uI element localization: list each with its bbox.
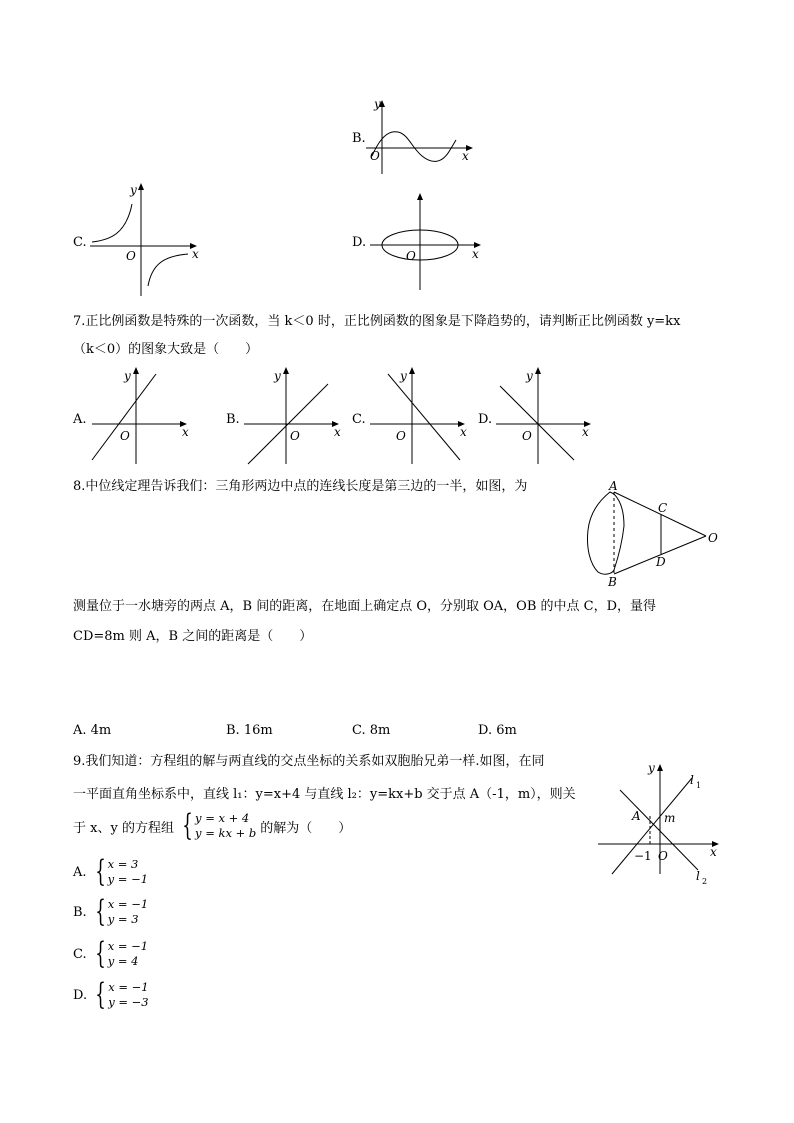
q6-option-c-label: C. xyxy=(73,235,87,250)
q7c-x: x xyxy=(460,425,467,439)
q7d-x: x xyxy=(582,425,589,439)
q7-option-b-graph xyxy=(240,364,350,466)
q9-system-eq1: y = x + 4 xyxy=(195,811,250,825)
q7a-o: O xyxy=(120,429,130,443)
q7a-x: x xyxy=(182,425,189,439)
q9-stem-line2: 一平面直角坐标系中，直线 l₁：y=x+4 与直线 l₂：y=kx+b 交于点 A（-1，m），则关 xyxy=(73,787,576,802)
q9-system-eq2: y = kx + b xyxy=(195,826,257,840)
q6b-x-label: x xyxy=(462,149,469,163)
q9-origin: O xyxy=(658,849,668,863)
q9-figure xyxy=(592,754,726,888)
q9-choice-a[interactable] xyxy=(73,854,149,889)
q8-choice-c[interactable]: C. 8m xyxy=(352,723,391,738)
q7-option-c-graph xyxy=(366,364,476,466)
q9-choice-c-brace: { xyxy=(94,936,106,971)
q9-l2-label: l xyxy=(696,869,700,883)
q8-stem-line3: CD=8m 则 A，B 之间的距离是（ ） xyxy=(73,629,313,644)
q9-a-label: A xyxy=(632,809,641,823)
q6-option-b-label: B. xyxy=(352,131,366,146)
q9-l2-sub: 2 xyxy=(702,877,708,886)
q9-choice-b-eq2: y = 3 xyxy=(107,912,139,926)
q9-choice-d-eq2: y = −3 xyxy=(108,995,149,1009)
q7a-y: y xyxy=(124,369,131,383)
q7c-y: y xyxy=(400,369,407,383)
q7b-x: x xyxy=(334,425,341,439)
q8-stem-line1: 8.中位线定理告诉我们：三角形两边中点的连线长度是第三边的一半，如图，为 xyxy=(73,479,528,494)
q6-option-c-graph xyxy=(86,180,206,298)
q6c-origin: O xyxy=(126,249,136,263)
q9-l1-sub: 1 xyxy=(696,781,702,790)
q9-choice-b-eq1: x = −1 xyxy=(107,897,149,911)
q9-choice-c-eq1: x = −1 xyxy=(107,939,149,953)
q8-figure xyxy=(578,478,728,588)
q9-m-label: m xyxy=(664,811,676,825)
q9-choice-a-eq2: y = −1 xyxy=(107,872,149,886)
q7-option-b-label: B. xyxy=(226,412,240,427)
q9-neg1-label: −1 xyxy=(634,849,652,863)
q8-choice-b[interactable]: B. 16m xyxy=(226,723,273,738)
q7d-o: O xyxy=(522,429,532,443)
q8-choice-a[interactable]: A. 4m xyxy=(73,723,112,738)
q7d-y: y xyxy=(526,369,533,383)
q9-choice-a-brace: { xyxy=(94,854,106,889)
q9-y-label: y xyxy=(648,761,655,775)
q9-choice-d[interactable] xyxy=(73,977,149,1012)
q9-choice-c[interactable] xyxy=(73,936,149,971)
q7-stem-line1: 7.正比例函数是特殊的一次函数，当 k＜0 时，正比例函数的图象是下降趋势的，请判断正比例函数 y=kx xyxy=(73,314,681,329)
q6d-x-label: x xyxy=(472,247,479,261)
q9-stem-line3 xyxy=(73,808,352,843)
q7-option-d-graph xyxy=(492,364,602,466)
q9-choice-d-brace: { xyxy=(95,977,106,1012)
q9-system xyxy=(178,808,257,843)
q8-stem-line2: 测量位于一水塘旁的两点 A，B 间的距离，在地面上确定点 O，分别取 OA，OB 的中点 C，D，量得 xyxy=(73,599,657,614)
q8-label-a: A xyxy=(609,479,618,493)
q8-label-c: C xyxy=(658,501,668,515)
q8-label-o: O xyxy=(708,531,718,545)
q9-choice-b[interactable] xyxy=(73,894,149,929)
q8-label-d: D xyxy=(656,555,666,569)
q9-choice-b-brace: { xyxy=(94,894,106,929)
q8-label-b: B xyxy=(608,575,617,588)
q9-stem-line3-pre: 于 x、y 的方程组 xyxy=(73,820,174,836)
q7-option-a-graph xyxy=(88,364,198,466)
q7-stem-line2: （k＜0）的图象大致是（ ） xyxy=(73,342,259,357)
q7-option-c-label: C. xyxy=(352,412,366,427)
q7c-o: O xyxy=(396,429,406,443)
q9-stem-line3-post: 的解为（ ） xyxy=(260,820,352,836)
q9-choice-d-label: D. xyxy=(73,987,88,1003)
q9-choice-c-eq2: y = 4 xyxy=(107,954,139,968)
q6d-origin: O xyxy=(406,249,416,263)
q7-option-a-label: A. xyxy=(73,412,87,427)
q6-option-b-graph xyxy=(360,98,480,178)
q9-choice-a-eq1: x = 3 xyxy=(107,857,139,871)
q8-choice-d[interactable]: D. 6m xyxy=(478,723,517,738)
q7-option-d-label: D. xyxy=(478,412,493,427)
q6-option-d-graph xyxy=(366,190,490,294)
q6-option-d-label: D. xyxy=(352,235,367,250)
q6c-x-label: x xyxy=(192,247,199,261)
q7b-y: y xyxy=(274,369,281,383)
q9-choice-b-label: B. xyxy=(73,904,87,920)
q9-stem-line1: 9.我们知道：方程组的解与两直线的交点坐标的关系如双胞胎兄弟一样.如图，在同 xyxy=(73,754,545,769)
q6b-origin: O xyxy=(370,149,380,163)
q9-system-brace: { xyxy=(182,808,193,843)
q7b-o: O xyxy=(290,429,300,443)
q9-x-label: x xyxy=(710,845,717,859)
q6c-y-label: y xyxy=(130,183,137,197)
q6b-y-label: y xyxy=(374,98,381,111)
q9-l1-label: l xyxy=(690,773,694,787)
q9-choice-d-eq1: x = −1 xyxy=(108,980,149,994)
q9-choice-a-label: A. xyxy=(73,864,87,880)
q9-choice-c-label: C. xyxy=(73,946,87,962)
